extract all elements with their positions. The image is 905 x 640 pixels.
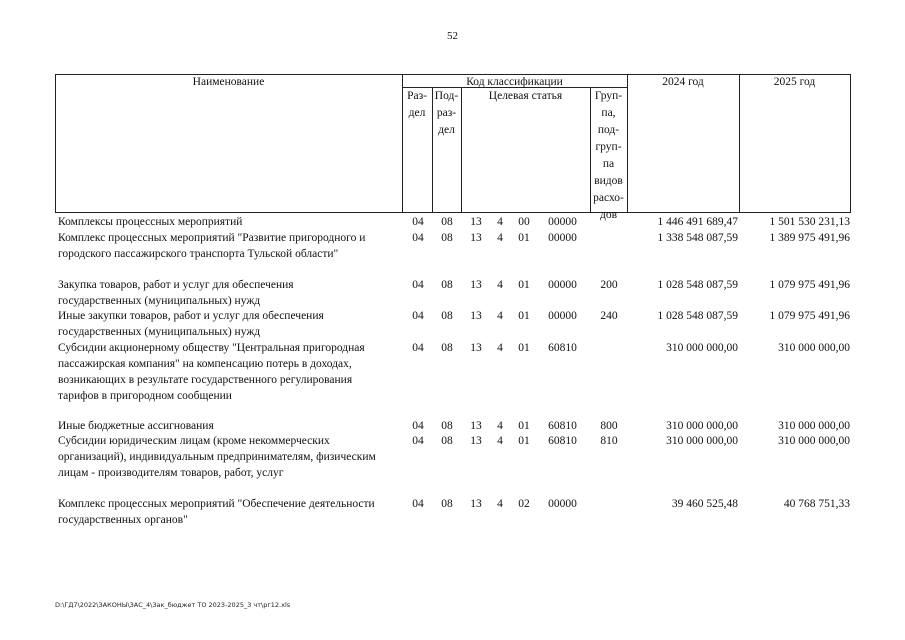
row-podrazdel: 08 — [441, 420, 453, 432]
row-target-3: 02 — [518, 498, 530, 510]
row-value-2024: 39 460 525,48 — [671, 498, 738, 510]
row-group: 810 — [600, 435, 618, 447]
row-group: 240 — [600, 310, 618, 322]
row-target-4: 00000 — [548, 310, 577, 322]
header-divider — [850, 74, 851, 213]
row-value-2024: 1 028 548 087,59 — [657, 310, 738, 322]
row-group: 800 — [600, 420, 618, 432]
header-group: Груп- па, под- груп- па видов расхо- дов — [593, 90, 624, 221]
row-value-2024: 1 028 548 087,59 — [657, 279, 738, 291]
row-value-2024: 1 338 548 087,59 — [657, 232, 738, 244]
row-target-1: 13 — [470, 435, 482, 447]
row-target-2: 4 — [497, 310, 503, 322]
header-divider — [461, 87, 462, 213]
row-target-3: 01 — [518, 342, 530, 354]
footer-file-path: D:\ГД7\2022\ЗАКОНЫ\ЗАС_4\Зак_бюджет ТО 2023-2025_3 чт\рг12.xls — [55, 601, 291, 609]
row-razdel: 04 — [412, 498, 424, 510]
row-target-1: 13 — [470, 279, 482, 291]
row-target-1: 13 — [470, 310, 482, 322]
row-group: 200 — [600, 279, 618, 291]
row-podrazdel: 08 — [441, 498, 453, 510]
row-target-3: 01 — [518, 279, 530, 291]
row-value-2024: 310 000 000,00 — [666, 342, 738, 354]
row-target-2: 4 — [497, 216, 503, 228]
row-target-1: 13 — [470, 232, 482, 244]
row-podrazdel: 08 — [441, 342, 453, 354]
row-target-4: 00000 — [548, 279, 577, 291]
row-target-1: 13 — [470, 420, 482, 432]
row-razdel: 04 — [412, 310, 424, 322]
row-value-2024: 310 000 000,00 — [666, 420, 738, 432]
row-name: Закупка товаров, работ и услуг для обеспечения государственных (муниципальных) нужд — [58, 279, 294, 307]
header-razdel: Раз- дел — [407, 90, 427, 119]
row-value-2025: 1 501 530 231,13 — [769, 216, 850, 228]
row-podrazdel: 08 — [441, 216, 453, 228]
row-target-4: 00000 — [548, 498, 577, 510]
row-razdel: 04 — [412, 232, 424, 244]
row-name: Субсидии юридическим лицам (кроме некоммерческих организаций), индивидуальным предпринимателям, физическим лицам - производителям товаров, работ, услуг — [58, 435, 376, 479]
row-target-4: 60810 — [548, 420, 577, 432]
row-razdel: 04 — [412, 342, 424, 354]
header-divider — [739, 74, 740, 213]
header-target-article: Целевая статья — [488, 90, 563, 102]
row-name: Иные бюджетные ассигнования — [58, 420, 214, 432]
row-target-3: 01 — [518, 435, 530, 447]
row-value-2024: 310 000 000,00 — [666, 435, 738, 447]
header-name: Наименование — [192, 76, 265, 88]
row-value-2025: 1 389 975 491,96 — [769, 232, 850, 244]
row-podrazdel: 08 — [441, 435, 453, 447]
row-target-3: 01 — [518, 420, 530, 432]
row-razdel: 04 — [412, 216, 424, 228]
row-podrazdel: 08 — [441, 279, 453, 291]
row-target-1: 13 — [470, 498, 482, 510]
row-target-2: 4 — [497, 342, 503, 354]
page-number: 52 — [447, 30, 458, 42]
row-value-2025: 40 768 751,33 — [783, 498, 850, 510]
row-target-4: 00000 — [548, 216, 577, 228]
row-target-2: 4 — [497, 435, 503, 447]
table-header — [55, 74, 851, 221]
row-value-2025: 310 000 000,00 — [778, 342, 850, 354]
row-target-1: 13 — [470, 342, 482, 354]
row-razdel: 04 — [412, 279, 424, 291]
row-name: Комплексы процессных мероприятий — [58, 216, 243, 228]
header-podrazdel: Под- раз- дел — [434, 90, 459, 136]
row-value-2025: 1 079 975 491,96 — [769, 310, 850, 322]
row-value-2025: 1 079 975 491,96 — [769, 279, 850, 291]
row-target-4: 60810 — [548, 342, 577, 354]
row-value-2024: 1 446 491 689,47 — [657, 216, 738, 228]
header-2024: 2024 год — [662, 76, 704, 88]
row-value-2025: 310 000 000,00 — [778, 435, 850, 447]
row-target-2: 4 — [497, 498, 503, 510]
header-divider — [627, 74, 628, 213]
row-target-2: 4 — [497, 420, 503, 432]
row-razdel: 04 — [412, 435, 424, 447]
header-code-classification: Код классификации — [466, 76, 563, 88]
row-name: Комплекс процессных мероприятий "Развитие пригородного и городского пассажирского транспорта Тульской области" — [58, 232, 366, 260]
row-name: Иные закупки товаров, работ и услуг для обеспечения государственных (муниципальных) нужд — [58, 310, 324, 338]
row-value-2025: 310 000 000,00 — [778, 420, 850, 432]
row-name: Комплекс процессных мероприятий "Обеспечение деятельности государственных органов" — [58, 498, 375, 526]
row-name: Субсидии акционерному обществу "Центральная пригородная пассажирская компания" на компенсацию потерь в доходах, возникающих в результате государственного регулирования тарифов в пригородном сообщении — [58, 342, 365, 402]
row-target-2: 4 — [497, 279, 503, 291]
row-razdel: 04 — [412, 420, 424, 432]
row-target-2: 4 — [497, 232, 503, 244]
row-target-3: 00 — [518, 216, 530, 228]
row-target-3: 01 — [518, 232, 530, 244]
row-target-4: 00000 — [548, 232, 577, 244]
header-bottom-border — [55, 212, 851, 213]
row-target-1: 13 — [470, 216, 482, 228]
row-podrazdel: 08 — [441, 232, 453, 244]
row-target-4: 60810 — [548, 435, 577, 447]
row-target-3: 01 — [518, 310, 530, 322]
header-2025: 2025 год — [773, 76, 816, 88]
row-podrazdel: 08 — [441, 310, 453, 322]
header-divider — [55, 74, 56, 213]
